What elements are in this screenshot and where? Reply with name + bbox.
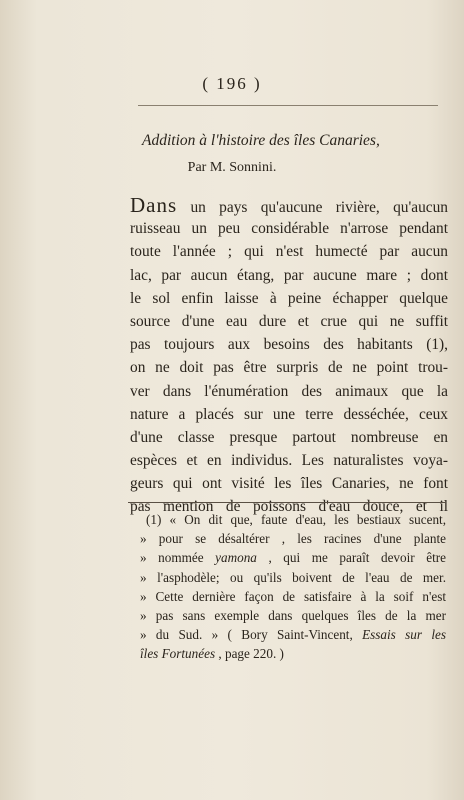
- body-line: lac, par aucun étang, par aucune mare ; dont: [130, 266, 448, 284]
- body-line: pas mention de poissons d'eau douce, et il: [130, 498, 448, 516]
- body-line: nature a placés sur une terre desséchée, ceux: [130, 405, 448, 423]
- dropcap-word: Dans: [130, 193, 178, 217]
- footnote-line: îles Fortunées , page 220. ): [140, 646, 284, 662]
- body-line: le sol enfin laisse à peine échapper quelque: [130, 289, 448, 307]
- body-line: espèces et en individus. Les naturalistes voya-: [130, 452, 448, 470]
- footnote: [140, 510, 446, 664]
- byline: Par M. Sonnini.: [187, 160, 277, 175]
- body-line: pas toujours aux besoins des habitants (1),: [130, 336, 448, 354]
- body-line: ver dans l'énumération des animaux que la: [130, 382, 448, 400]
- italic-title: Essais sur les: [362, 627, 446, 643]
- body-line: ruisseau un peu considérable n'arrose pendant: [130, 220, 448, 238]
- footnote-line: » pas sans exemple dans quelques îles de la mer: [140, 607, 446, 623]
- body-paragraph: [130, 194, 448, 519]
- body-line: toute l'année ; qui n'est humecté par aucun: [130, 243, 448, 261]
- page-number: ( 196 ): [202, 74, 262, 93]
- italic-title-cont: îles Fortunées: [140, 646, 216, 662]
- footnote-line: » Cette dernière façon de satisfaire à la soif n'est: [140, 588, 446, 604]
- heading-rest: à l'histoire des îles Canaries,: [195, 132, 380, 149]
- body-line: on ne doit pas être surpris de ne point trou-: [130, 359, 448, 377]
- body-line: Dans un pays qu'aucune rivière, qu'aucun: [130, 193, 448, 217]
- footnote-line: » pour se désaltérer , les racines d'une plante: [140, 531, 446, 547]
- italic-term: yamona: [215, 550, 257, 566]
- footnote-line: » du Sud. » ( Bory Saint-Vincent, Essais sur les: [140, 627, 446, 643]
- body-line: geurs qui ont visité les îles Canaries, ne font: [130, 475, 448, 493]
- footnote-rule: [128, 502, 446, 503]
- footnote-line: » nommée yamona , qui me paraît devoir être: [140, 550, 446, 566]
- body-line: source d'une eau dure et crue qui ne suffit: [130, 312, 448, 330]
- footnote-line: » l'asphodèle; ou qu'ils boivent de l'eau de mer.: [140, 569, 446, 585]
- body-line: d'une classe presque partout nombreuse en: [130, 428, 448, 446]
- header-rule: [138, 105, 438, 106]
- heading-lead: Addition: [142, 132, 196, 149]
- footnote-line: (1) « On dit que, faute d'eau, les bestiaux sucent,: [146, 512, 446, 527]
- section-heading: [142, 132, 447, 150]
